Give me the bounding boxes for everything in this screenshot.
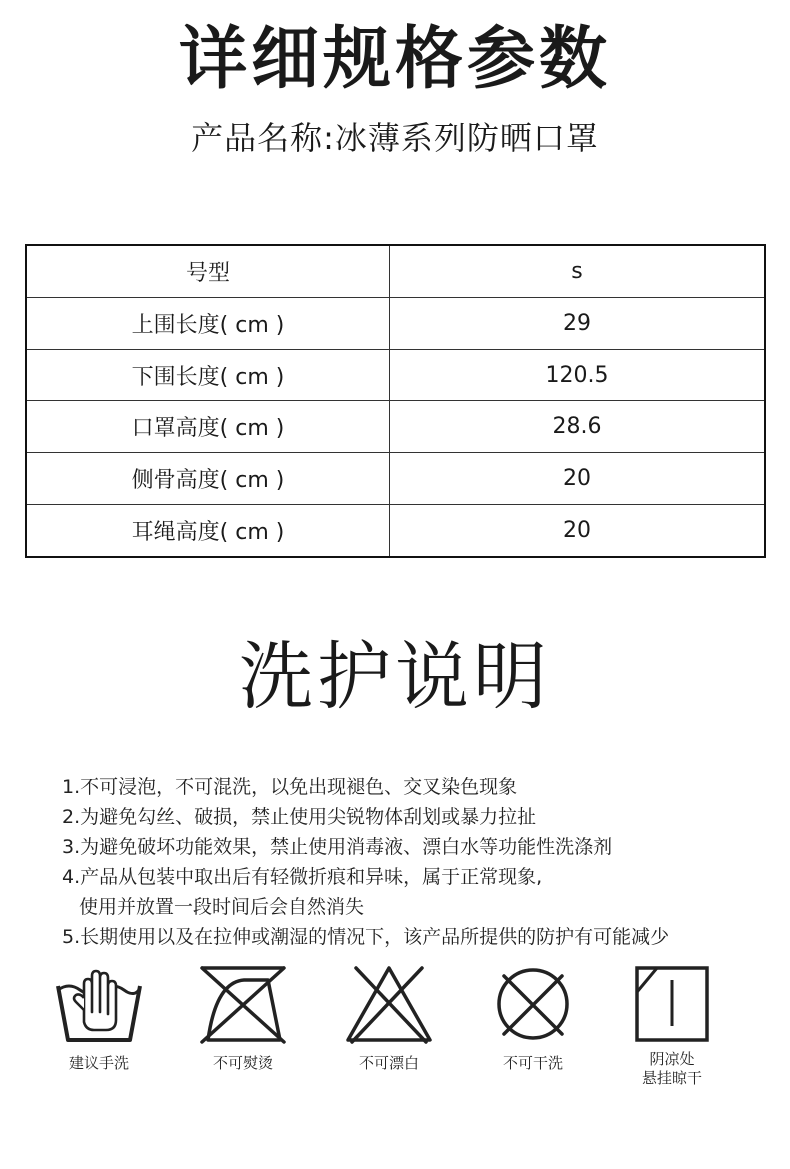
spec-label: 侧骨高度( cm ) <box>26 453 390 505</box>
list-item: 1.不可浸泡，不可混洗，以免出现褪色、交叉染色现象 <box>62 776 518 798</box>
spec-label: 号型 <box>26 245 390 298</box>
care-title: 洗护说明 <box>239 634 551 720</box>
spec-value: 20 <box>390 453 766 505</box>
symbol-label: 不可干洗 <box>502 1054 563 1072</box>
spec-value: 20 <box>390 504 766 557</box>
symbol-label <box>607 1050 737 1088</box>
care-symbol-line-dry-shade <box>607 964 737 1088</box>
product-name: 产品名称:冰薄系列防晒口罩 <box>191 119 599 157</box>
spec-label: 下围长度( cm ) <box>26 349 390 401</box>
table-row <box>26 245 765 298</box>
table-row <box>26 298 765 350</box>
no-iron-icon <box>198 964 288 1044</box>
symbol-label: 不可熨烫 <box>212 1054 273 1072</box>
spec-value: 29 <box>390 298 766 350</box>
spec-value: 120.5 <box>390 349 766 401</box>
symbol-label: 不可漂白 <box>358 1054 419 1072</box>
line-dry-shade-icon <box>627 964 717 1044</box>
spec-label: 耳绳高度( cm ) <box>26 504 390 557</box>
list-item: 3.为避免破坏功能效果，禁止使用消毒液、漂白水等功能性洗涤剂 <box>62 836 613 858</box>
table-row <box>26 504 765 557</box>
care-symbol-no-iron <box>178 964 308 1073</box>
no-dry-clean-icon <box>488 964 578 1044</box>
list-item: 5.长期使用以及在拉伸或潮湿的情况下，该产品所提供的防护有可能减少 <box>62 926 670 948</box>
spec-label: 上围长度( cm ) <box>26 298 390 350</box>
spec-value: 28.6 <box>390 401 766 453</box>
care-symbols <box>0 964 790 1104</box>
care-instructions <box>62 772 762 952</box>
spec-title: 详细规格参数 <box>178 20 611 99</box>
table-row <box>26 349 765 401</box>
list-item: 2.为避免勾丝、破损，禁止使用尖锐物体刮划或暴力拉扯 <box>62 806 537 828</box>
spec-table <box>25 244 766 558</box>
no-bleach-icon <box>344 964 434 1044</box>
care-symbol-no-dry-clean <box>468 964 598 1073</box>
care-symbol-no-bleach <box>324 964 454 1073</box>
care-symbol-hand-wash <box>34 964 164 1073</box>
symbol-label: 建议手洗 <box>68 1054 129 1072</box>
list-item: 使用并放置一段时间后会自然消失 <box>79 896 365 918</box>
symbol-label-line: 悬挂晾干 <box>641 1069 702 1087</box>
list-item: 4.产品从包装中取出后有轻微折痕和异味，属于正常现象, <box>62 866 543 888</box>
spec-value: s <box>390 245 766 298</box>
symbol-label-line: 阴凉处 <box>649 1050 695 1068</box>
table-row <box>26 453 765 505</box>
hand-wash-icon <box>54 964 144 1044</box>
table-row <box>26 401 765 453</box>
spec-label: 口罩高度( cm ) <box>26 401 390 453</box>
